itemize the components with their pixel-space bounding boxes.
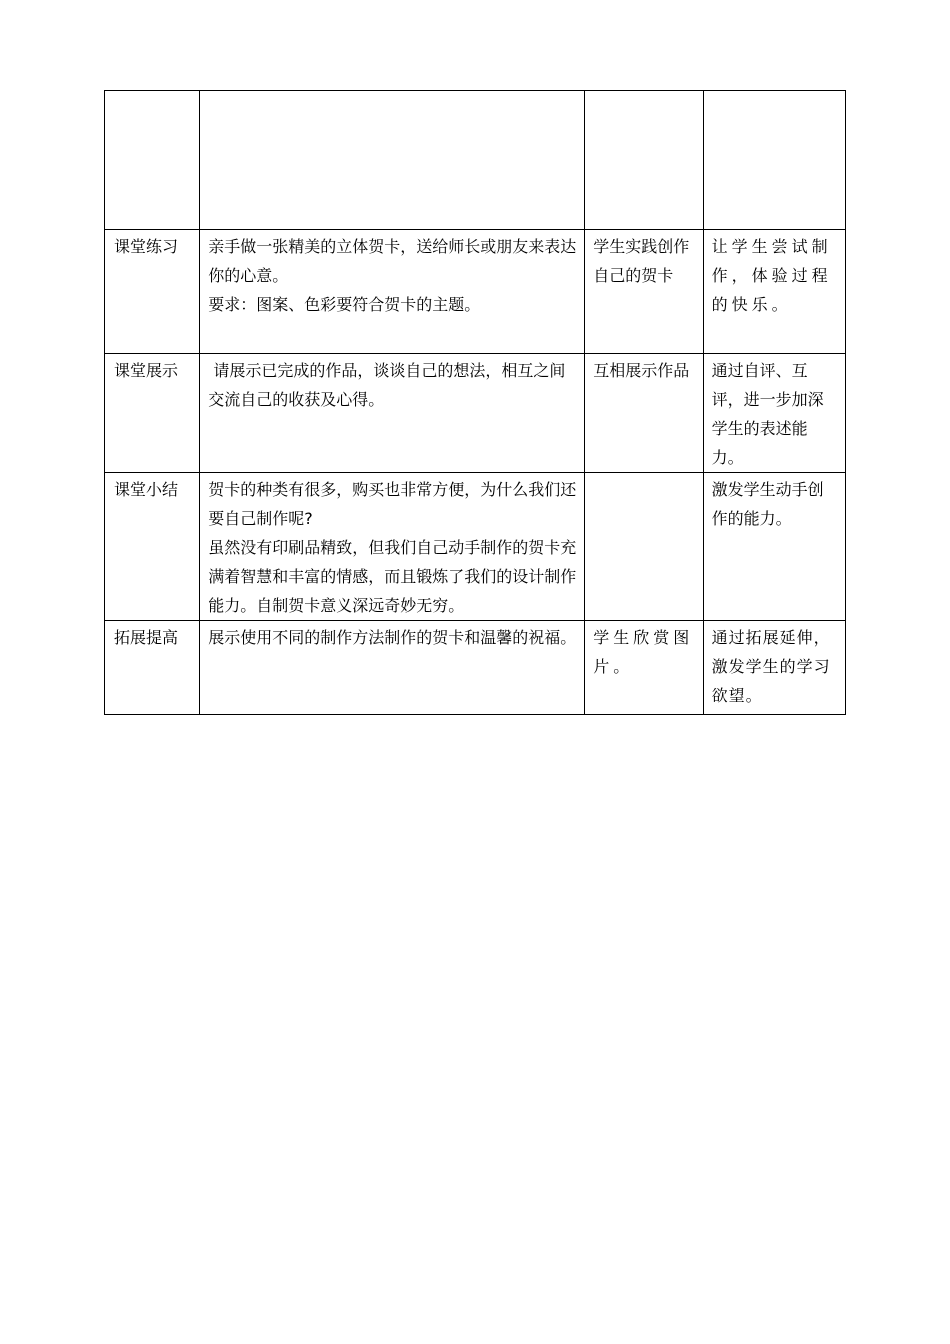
lesson-plan-table xyxy=(104,90,846,715)
table-row xyxy=(105,354,846,473)
table-row xyxy=(105,473,846,621)
student-activity-cell: 学生实践创作自己的贺卡 xyxy=(585,230,703,354)
intent-cell xyxy=(703,91,845,230)
table-row xyxy=(105,91,846,230)
content-paragraph: 虽然没有印刷品精致，但我们自己动手制作的贺卡充满着智慧和丰富的情感，而且锻炼了我们的设计制作能力。自制贺卡意义深远奇妙无穷。 xyxy=(208,538,577,615)
student-activity-cell: 学生欣赏图片。 xyxy=(585,621,703,715)
stage-cell xyxy=(105,91,200,230)
content-paragraph: 要求：图案、色彩要符合贺卡的主题。 xyxy=(208,295,481,314)
content-cell xyxy=(200,473,585,621)
intent-cell: 让学生尝试制作，体验过程的快乐。 xyxy=(703,230,845,354)
content-cell xyxy=(200,354,585,473)
content-paragraph: 请展示已完成的作品，谈谈自己的想法，相互之间交流自己的收获及心得。 xyxy=(208,361,566,409)
stage-cell: 课堂练习 xyxy=(105,230,200,354)
content-paragraph: 贺卡的种类有很多，购买也非常方便，为什么我们还要自己制作呢? xyxy=(208,480,577,528)
stage-cell: 课堂展示 xyxy=(105,354,200,473)
student-activity-cell: 互相展示作品 xyxy=(585,354,703,473)
stage-cell: 拓展提高 xyxy=(105,621,200,715)
content-cell xyxy=(200,91,585,230)
stage-cell: 课堂小结 xyxy=(105,473,200,621)
content-cell xyxy=(200,230,585,354)
table-row xyxy=(105,621,846,715)
table-row xyxy=(105,230,846,354)
intent-cell xyxy=(703,473,845,621)
content-paragraph: 展示使用不同的制作方法制作的贺卡和温馨的祝福。 xyxy=(208,628,577,647)
student-activity-cell xyxy=(585,91,703,230)
content-cell xyxy=(200,621,585,715)
intent-cell: 通过拓展延伸，激发学生的学习欲望。 xyxy=(703,621,845,715)
intent-text: 激发学生动手创作的能力。 xyxy=(711,480,824,528)
content-paragraph: 亲手做一张精美的立体贺卡，送给师长或朋友来表达你的心意。 xyxy=(208,237,577,285)
student-activity-cell xyxy=(585,473,703,621)
intent-cell: 通过自评、互评，进一步加深学生的表述能力。 xyxy=(703,354,845,473)
